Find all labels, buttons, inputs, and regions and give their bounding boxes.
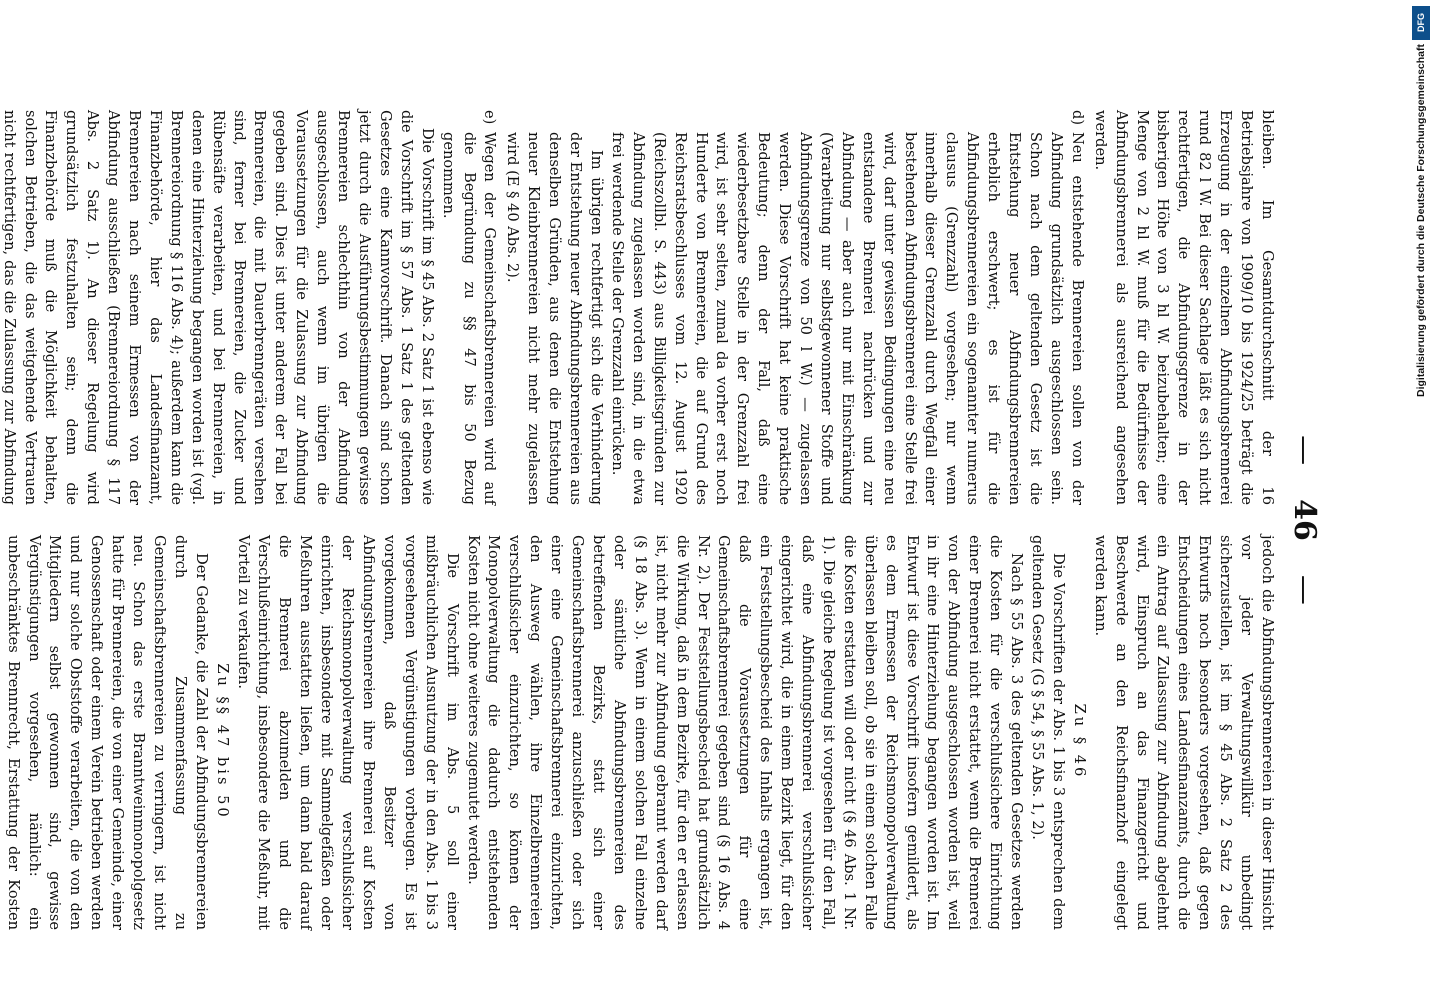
paragraph: Neu entstehende Brennereien sollen von der Abfindung grundsätzlich ausgeschlossen sein. Schon nach dem geltenden Gesetz ist die Entstehung neuer Abfindungsbrennereien erheblich erschwert; es ist für die Abfindungsbrennereien ein sogenannter numerus clausus (Grenzzahl) vorgesehen; nur wenn innerhalb dieser Grenzzahl durch Wegfall einer bestehenden Abfindungsbrennerei eine Stelle frei wird, darf unter gewissen Bedingungen eine neu entstandene Brennerei nachrücken und zur Abfindung — aber auch nur mit Einschränkung (Verarbeitung nur selbstgewonnener Stoffe und Abfindungsgrenze von 50 l W.) — zugelassen werden. Diese Vorschrift hat keine praktische Bedeutung; denn der Fall, daß eine wiederbesetzbare Stelle in der Grenzzahl frei wird, ist sehr selten, zumal da vorher erst noch Hunderte von Brennereien, die auf Grund des Reichsratsbeschlusses vom 12. August 1920 (Reichszollbl. S. 443) aus Billigkeitsgründen zur Abfindung zugelassen worden sind, in die etwa frei werdende Stelle der Grenzzahl einrücken. — [608, 132, 1086, 505]
paragraph: Wegen der Gemeinschaftsbrennereien wird auf die Begründung zu §§ 47 bis 50 Bezug genommen. — [439, 132, 499, 505]
header-dash-left: — — [1287, 435, 1322, 466]
paragraph: Die Vorschriften der Abs. 1 bis 3 entsprechen dem geltenden Gesetz (G § 54, § 55 Abs. 1, 2). — [1029, 535, 1067, 930]
paragraph: Im übrigen rechtfertigt sich die Verhinderung der Entstehung neuer Abfindungsbrennereien aus denselben Gründen, aus denen die Entstehung neuer Kleinbrennereien nicht mehr zugelassen wird (E § 40 Abs. 2). — [504, 132, 605, 505]
item-marker: e) — [481, 110, 499, 125]
left-column — [0, 110, 1277, 505]
digitization-credit — [1410, 6, 1432, 991]
page-number: 46 — [1287, 499, 1322, 541]
paragraph: Nach § 55 Abs. 3 des geltenden Gesetzes werden die Kosten für die verschlußsichere Einrichtung einer Brennerei nicht erstattet, wenn die Brennerei von der Abfindung ausgeschlossen worden ist, weil in ihr eine Hinterziehung begangen worden ist. Im Entwurf ist diese Vorschrift insofern gemildert, als es dem Ermessen der Reichsmonopolverwaltung überlassen bleiben soll, ob sie in einem solchen Falle die Kosten erstatten will oder nicht (§ 46 Abs. 1 Nr. 1). Die gleiche Regelung ist vorgesehen für den Fall, daß eine Abfindungsbrennerei verschlußsicher eingerichtet wird, die in einem Bezirk liegt, für den ein Feststellungsbescheid des Inhalts ergangen ist, daß die Voraussetzungen für eine Gemeinschaftsbrennerei gegeben sind (§ 16 Abs. 4 Nr. 2). Der Feststellungsbescheid hat grundsätzlich die Wirkung, daß in dem Bezirke, für den er erlassen ist, nicht mehr zur Abfindung gebrannt werden darf (§ 18 Abs. 3). Wenn in einem solchen Fall einzelne oder sämtliche Abfindungsbrennereien des betreffenden Bezirks, statt sich einer Gemeinschaftsbrennerei anzuschließen oder sich einer eine Gemeinschaftsbrennerei einzurichten, den Ausweg wählen, ihre Einzelbrennereien verschlußsicher einzurichten, so können der Monopolverwaltung die dadurch entstehenden Kosten nicht ohne weiteres zugemutet werden. — [464, 535, 1026, 930]
credit-text: Digitalisierung gefördert durch die Deutsche Forschungsgemeinschaft — [1415, 44, 1427, 397]
paragraph: Die Vorschrift im § 45 Abs. 2 Satz 1 ist ebenso wie die Vorschrift im § 57 Abs. 1 Satz 1 des geltenden Gesetzes eine Kannvorschrift. Danach sind schon jetzt durch die Ausführungsbestimmungen gewisse Brennereien schlechthin von der Abfindung ausgeschlossen, auch wenn im übrigen die Voraussetzungen für die Zulassung zur Abfindung gegeben sind. Dies ist unter anderem der Fall bei Brennereien, die mit Dauerbrenngeräten versehen sind, ferner bei Brennereien, die Zucker und Rübensäfte verarbeiten, und bei Brennereien, in denen eine Hinterziehung begangen worden ist (vgl. Brennereiordnung § 116 Abs. 4); außerdem kann die Finanzbehörde, hier das Landesfinanzamt, Brennereien nach seinem Ermessen von der Abfindung ausschließen (Brennereiordnung § 117 Abs. 2 Satz 1). An dieser Regelung wird grundsätzlich festzuhalten sein; denn die Finanzbehörde muß die Möglichkeit behalten, solchen Betrieben, die das weitgehende Vertrauen nicht rechtfertigen, das die Zulassung zur Abfindung — [0, 110, 436, 505]
dfg-logo-icon: DFG — [1412, 6, 1430, 40]
page-header — [1287, 110, 1322, 930]
section-heading: Zu §§ 47 bis 50 — [213, 663, 231, 820]
right-column — [4, 535, 1277, 930]
paragraph: jedoch die Abfindungsbrennereien in dieser Hinsicht vor jeder Verwaltungswillkür unbedingt sicherzustellen, ist im § 45 Abs. 2 Satz 2 des Entwurfs noch besonders vorgesehen, daß gegen Entscheidungen eines Landesfinanzamts, durch die ein Antrag auf Zulassung zur Abfindung abgelehnt wird, Einspruch an das Finanzgericht und Beschwerde an den Reichsfinanzhof eingelegt werden kann. — [1091, 535, 1276, 930]
header-dash-right: — — [1287, 574, 1322, 605]
list-item-e — [437, 110, 500, 505]
paragraph: bleiben. Im Gesamtdurchschnitt der 16 Betriebsjahre von 1909/10 bis 1924/25 beträgt die Erzeugung in der einzelnen Abfindungsbrennerei rund 82 l W. Bei dieser Sachlage läßt es sich nicht rechtfertigen, die Abfindungsgrenze in der bisherigen Höhe von 3 hl W. beizubehalten; eine Menge von 2 hl W. muß für die Bedürfnisse der Abfindungsbrennerei als ausreichend angesehen werden. — [1091, 110, 1276, 505]
item-marker: d) — [1068, 110, 1086, 126]
section-heading: Zu § 46 — [1070, 703, 1088, 780]
paragraph: Die Vorschrift im Abs. 5 soll einer mißbräuchlichen Ausnutzung der in den Abs. 1 bis 3 vorgesehenen Vergünstigungen vorbeugen. Es ist vorgekommen, daß Besitzer von Abfindungsbrennereien ihre Brennerei auf Kosten der Reichsmonopolverwaltung verschlußsicher einrichten, insbesondere mit Sammelgefäßen oder Meßuhren ausstatten ließen, um dann bald darauf die Brennerei abzumelden und die Verschlußeinrichtung, insbesondere die Meßuhr, mit Vorteil zu verkaufen. — [234, 535, 461, 930]
text-columns — [0, 110, 1277, 930]
paragraph: Der Gedanke, die Zahl der Abfindungsbrennereien durch Zusammenfassung zu Gemeinschaftsbrennereien zu verringern, ist nicht neu. Schon das erste Branntweinmonopolgesetz hatte für Brennereien, die von einer Gemeinde, einer Genossenschaft oder einem Verein betrieben werden und nur solche Obststoffe verarbeiten, die von den Mitgliedern selbst gewonnen sind, gewisse Vergünstigungen vorgesehen, nämlich: ein unbeschränktes Brennrecht, Erstattung der Kosten — [4, 535, 210, 930]
list-item-d — [501, 110, 1086, 505]
